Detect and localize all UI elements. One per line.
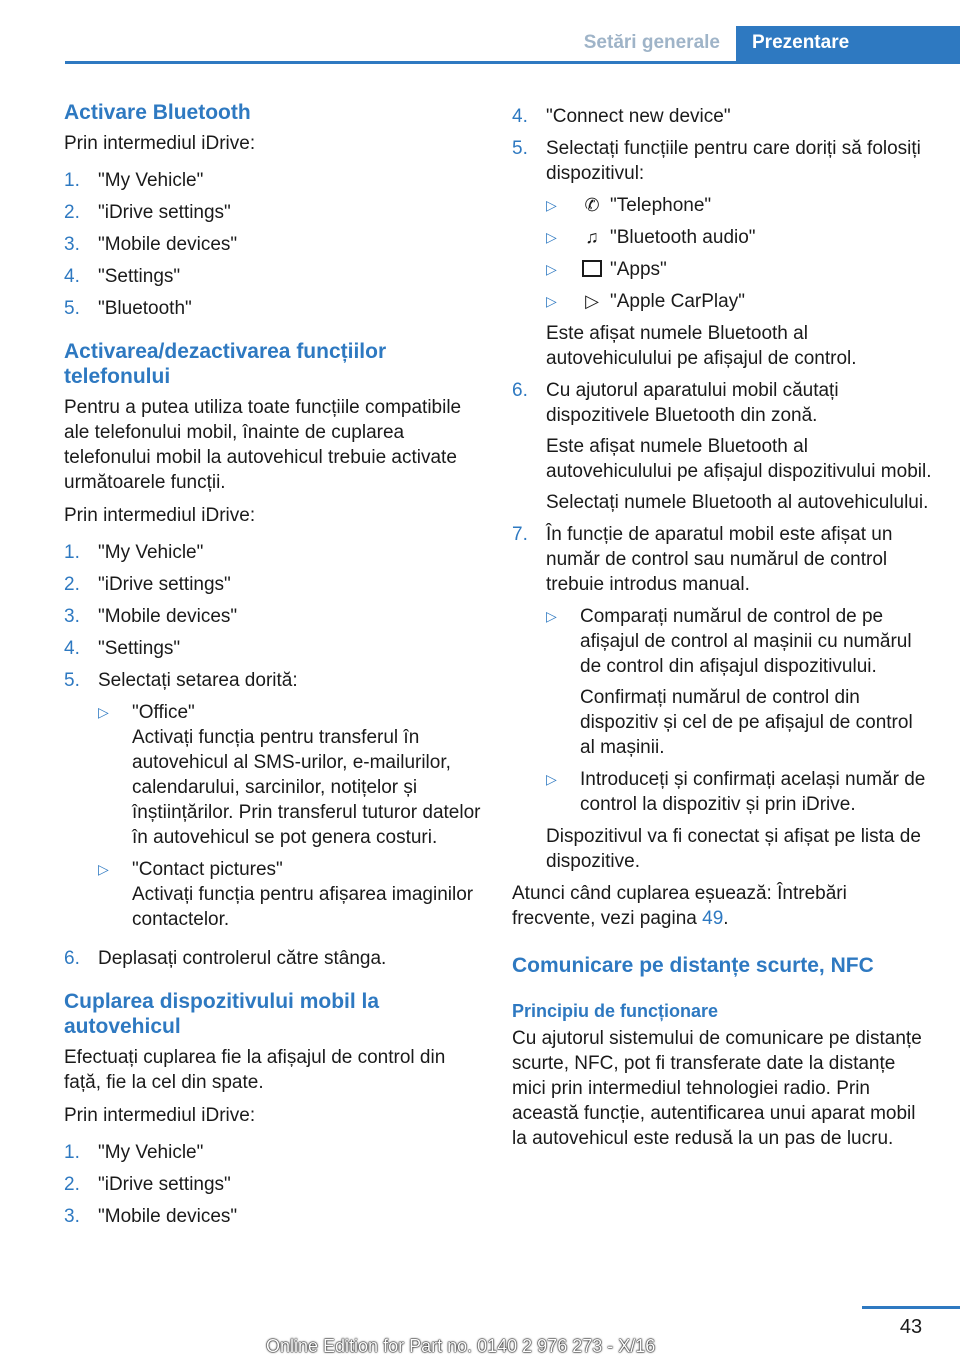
paragraph: Cu ajutorul sistemului de comunicare pe distanțe scurte, NFC, pot fi transferate date la distanțe mici prin intermediul tehnologiei radio. Prin această funcție, autentificarea unui aparat mobil la autovehicul este redusă la un pas de lucru.	[512, 1028, 922, 1149]
sub-list-item: ▷ "Apps"	[546, 259, 667, 280]
list-item: 7. În funcție de aparatul mobil este afișat un număr de control sau numărul de control trebuie introdus manual. ▷ Comparați numărul de control de pe afișajul de control al mașinii cu numărul de control din afișajul dispozitivului. Confirmați numărul de control din dispozitiv și cel de pe afișajul de control al mașinii. ▷ Introduceți și confirmați același număr de control la dispozitiv și prin iDrive. Dispozitivul va fi conectat și afișat pe lista de dispozitive.	[512, 522, 932, 874]
play-icon: ▷	[585, 291, 599, 311]
heading-nfc: Comunicare pe distanțe scurte, NFC	[512, 954, 874, 977]
header-rule	[65, 61, 960, 64]
apps-icon	[582, 260, 602, 277]
subheading-principle: Principiu de funcționare	[512, 1001, 719, 1021]
list-item: 3. "Mobile devices"	[64, 234, 238, 255]
list-functions	[64, 540, 484, 971]
list-item: 4. "Settings"	[64, 638, 181, 659]
list-item: 3. "Mobile devices"	[64, 1206, 238, 1227]
header-section: Setări generale	[583, 32, 720, 53]
sub-list-item: ▷ Comparați numărul de control de pe afișajul de control al mașinii cu numărul de control din afișajul dispozitivului. Confirmați numărul de control din dispozitiv și cel de pe afișajul de control al mașinii.	[546, 606, 913, 758]
sub-list-item: ▷ ▷ "Apple CarPlay"	[546, 291, 745, 312]
heading-pairing: Cuplarea dispozitivului mobil la autovehicul	[64, 990, 380, 1038]
page-link[interactable]: 49	[702, 908, 724, 929]
list-item: 2. "iDrive settings"	[64, 202, 231, 223]
list-item: 6. Deplasați controlerul către stânga.	[64, 948, 387, 969]
sub-list-item: ▷ "Contact pictures" Activați funcția pentru afișarea imaginilor contactelor.	[98, 859, 474, 930]
list-item: 5. Selectați funcțiile pentru care doriți să folosiți dispozitivul: ▷ ✆ "Telephone" ▷ ♫ "Bluetooth audio" ▷ "Apps" ▷ ▷ "Apple CarPlay" Este afișat numele Bluetooth al autovehiculului pe afișajul de control.	[512, 136, 932, 371]
paragraph-pairing-failed: Atunci când cuplarea eșuează: Întrebări frecvente, vezi pagina 49.	[512, 883, 847, 929]
left-column	[64, 100, 484, 1236]
list-item: 2. "iDrive settings"	[64, 574, 231, 595]
list-item: 4. "Settings"	[64, 266, 181, 287]
list-pairing	[64, 1140, 484, 1229]
list-item: 2. "iDrive settings"	[64, 1174, 231, 1195]
list-bluetooth	[64, 168, 484, 321]
list-item: 1. "My Vehicle"	[64, 170, 204, 191]
list-item: 4. "Connect new device"	[512, 106, 731, 127]
paragraph: Prin intermediul iDrive:	[64, 505, 256, 526]
music-note-icon: ♫	[585, 227, 599, 247]
list-item: 1. "My Vehicle"	[64, 1142, 204, 1163]
heading-bluetooth: Activare Bluetooth	[64, 101, 251, 124]
footer-rule	[862, 1306, 960, 1309]
heading-phone-functions: Activarea/dezactivarea funcțiilor telefonului	[64, 340, 387, 388]
sub-list-item: ▷ "Office" Activați funcția pentru transferul în autovehicul al SMS-urilor, e-mailurilor, calendarului, sarcinilor, notițelor și înștiințărilor. Prin transferul tuturor datelor în autovehicul se pot genera costuri.	[98, 702, 481, 848]
list-item: 5. Selectați setarea dorită: ▷ "Office" Activați funcția pentru transferul în autovehicul al SMS-urilor, e-mailurilor, calendarului, sarcinilor, notițelor și înștiințărilor. Prin transferul tuturor datelor în autovehicul se pot genera costuri. ▷ "Contact pictures" Activați funcția pentru afișarea imaginilor contactelor.	[64, 668, 484, 939]
paragraph: Prin intermediul iDrive:	[64, 1105, 256, 1126]
phone-icon: ✆	[584, 195, 600, 215]
list-item: 3. "Mobile devices"	[64, 606, 238, 627]
paragraph: Efectuați cuplarea fie la afișajul de control din față, fie la cel din spate.	[64, 1047, 446, 1093]
sub-list-item: ▷ Introduceți și confirmați același număr de control la dispozitiv și prin iDrive.	[546, 769, 926, 815]
list-item: 1. "My Vehicle"	[64, 542, 204, 563]
right-column	[512, 104, 932, 1151]
paragraph: Prin intermediul iDrive:	[64, 133, 256, 154]
list-item: 5. "Bluetooth"	[64, 298, 192, 319]
sub-list-item: ▷ ♫ "Bluetooth audio"	[546, 227, 756, 248]
paragraph: Pentru a putea utiliza toate funcțiile compatibile ale telefonului mobil, înainte de cuplarea telefonului mobil la autovehicul trebuie activate următoarele funcții.	[64, 397, 462, 493]
page-number: 43	[899, 1316, 923, 1338]
sub-list-item: ▷ ✆ "Telephone"	[546, 195, 712, 216]
list-item: 6. Cu ajutorul aparatului mobil căutați dispozitivele Bluetooth din zonă. Este afișat numele Bluetooth al autovehiculului pe afișajul dispozitivului mobil. Selectați numele Bluetooth al autovehiculului.	[512, 380, 932, 513]
edition-note: Online Edition for Part no. 0140 2 976 273 - X/16	[266, 1336, 656, 1356]
list-pairing-continued	[512, 104, 932, 874]
header-chapter: Prezentare	[736, 26, 960, 62]
